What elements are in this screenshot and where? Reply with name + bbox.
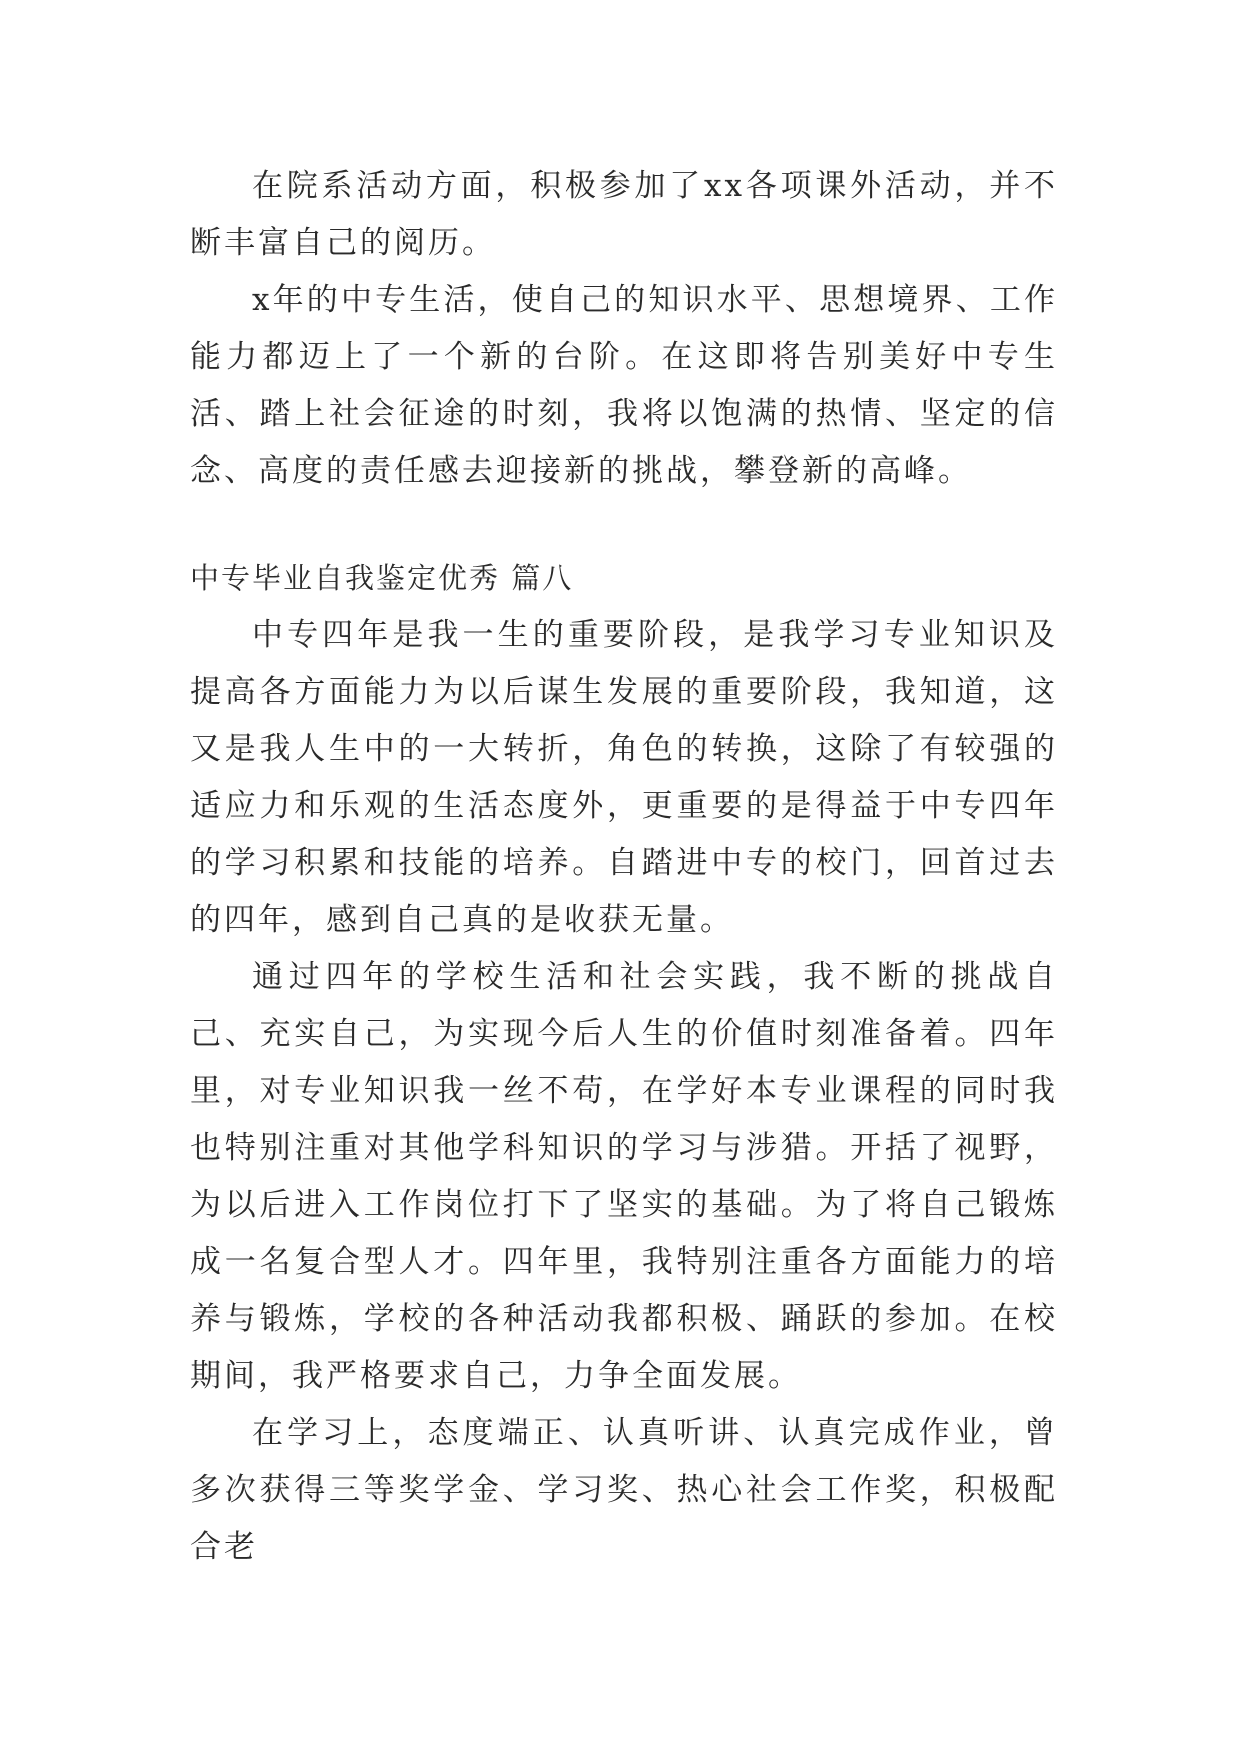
paragraph-practice: 通过四年的学校生活和社会实践，我不断的挑战自己、充实自己，为实现今后人生的价值时刻准备着。四年里，对专业知识我一丝不苟，在学好本专业课程的同时我也特别注重对其他学科知识的学习与涉猎。开括了视野，为以后进入工作岗位打下了坚实的基础。为了将自己锻炼成一名复合型人才。四年里，我特别注重各方面能力的培养与锻炼，学校的各种活动我都积极、踊跃的参加。在校期间，我严格要求自己，力争全面发展。 (190, 959, 1058, 1394)
section-heading: 中专毕业自我鉴定优秀 篇八 (190, 561, 574, 595)
paragraph-intro: 中专四年是我一生的重要阶段，是我学习专业知识及提高各方面能力为以后谋生发展的重要阶段，我知道，这又是我人生中的一大转折，角色的转换，这除了有较强的适应力和乐观的生活态度外，更重要的是得益于中专四年的学习积累和技能的培养。自踏进中专的校门，回首过去的四年，感到自己真的是收获无量。 (190, 617, 1058, 938)
paragraph-study: 在学习上，态度端正、认真听讲、认真完成作业，曾多次获得三等奖学金、学习奖、热心社会工作奖，积极配合老 (190, 1415, 1058, 1565)
paragraph-summary: x年的中专生活，使自己的知识水平、思想境界、工作能力都迈上了一个新的台阶。在这即将告别美好中专生活、踏上社会征途的时刻，我将以饱满的热情、坚定的信念、高度的责任感去迎接新的挑战，攀登新的高峰。 (190, 282, 1058, 489)
paragraph-activities: 在院系活动方面，积极参加了xx各项课外活动，并不断丰富自己的阅历。 (190, 168, 1058, 261)
document-body (190, 158, 1058, 1576)
